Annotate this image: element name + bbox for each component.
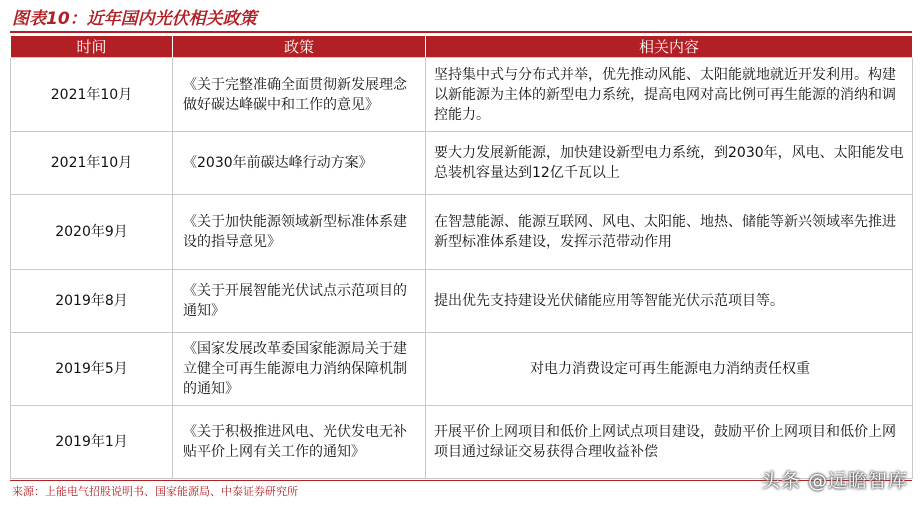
table-row	[11, 270, 913, 333]
table-row	[11, 58, 913, 132]
cell-time: 2019年8月	[11, 270, 173, 333]
header-content: 相关内容	[426, 36, 913, 58]
cell-policy: 《关于积极推进风电、光伏发电无补贴平价上网有关工作的通知》	[173, 406, 426, 479]
source-note: 来源：上能电气招股说明书、国家能源局、中泰证券研究所	[12, 485, 298, 498]
table-row	[11, 333, 913, 406]
figure-title: 图表10：近年国内光伏相关政策	[12, 9, 257, 29]
cell-content: 坚持集中式与分布式并举，优先推动风能、太阳能就地就近开发利用。构建以新能源为主体的新型电力系统，提高电网对高比例可再生能源的消纳和调控能力。	[426, 58, 913, 132]
table-header-row	[11, 36, 913, 58]
cell-content: 对电力消费设定可再生能源电力消纳责任权重	[426, 333, 913, 406]
cell-content: 开展平价上网项目和低价上网试点项目建设，鼓励平价上网项目和低价上网项目通过绿证交易获得合理收益补偿	[426, 406, 913, 479]
cell-time: 2019年5月	[11, 333, 173, 406]
header-time: 时间	[11, 36, 173, 58]
cell-time: 2021年10月	[11, 132, 173, 195]
cell-time: 2019年1月	[11, 406, 173, 479]
cell-time: 2020年9月	[11, 195, 173, 270]
cell-content: 在智慧能源、能源互联网、风电、太阳能、地热、储能等新兴领域率先推进新型标准体系建设，发挥示范带动作用	[426, 195, 913, 270]
table-row	[11, 195, 913, 270]
watermark: 头条 @远瞻智库	[760, 470, 908, 492]
cell-content: 提出优先支持建设光伏储能应用等智能光伏示范项目等。	[426, 270, 913, 333]
header-policy: 政策	[173, 36, 426, 58]
cell-policy: 《关于完整准确全面贯彻新发展理念做好碳达峰碳中和工作的意见》	[173, 58, 426, 132]
cell-content: 要大力发展新能源，加快建设新型电力系统，到2030年，风电、太阳能发电总装机容量达到12亿千瓦以上	[426, 132, 913, 195]
cell-time: 2021年10月	[11, 58, 173, 132]
cell-policy: 《关于开展智能光伏试点示范项目的通知》	[173, 270, 426, 333]
cell-policy: 《国家发展改革委国家能源局关于建立健全可再生能源电力消纳保障机制的通知》	[173, 333, 426, 406]
title-divider	[10, 31, 912, 33]
cell-policy: 《2030年前碳达峰行动方案》	[173, 132, 426, 195]
policy-table	[10, 36, 913, 479]
cell-policy: 《关于加快能源领域新型标准体系建设的指导意见》	[173, 195, 426, 270]
table-row	[11, 132, 913, 195]
